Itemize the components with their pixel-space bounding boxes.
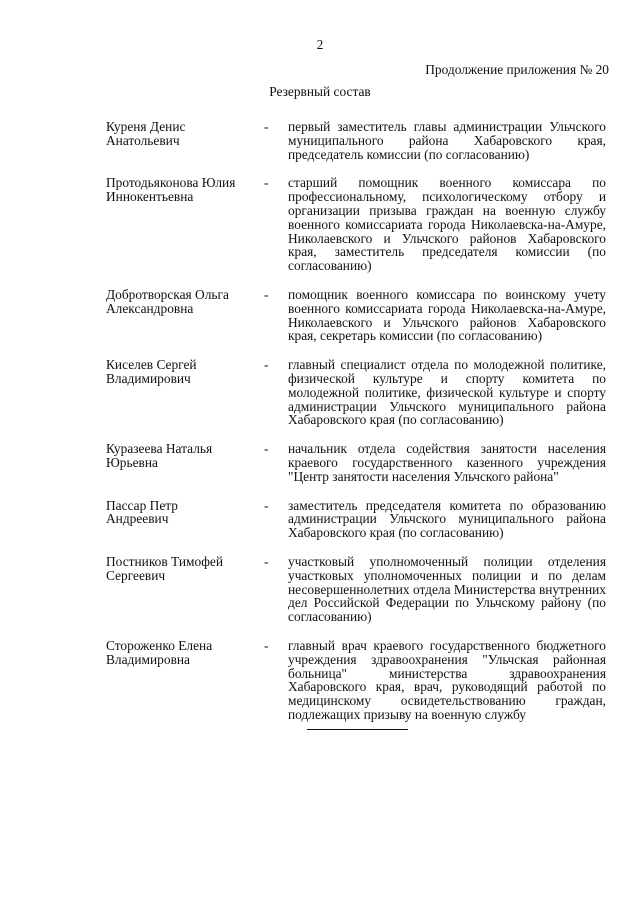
member-entry <box>106 176 606 273</box>
member-role: старший помощник военного комиссара по профессиональному, психологическому отбору и организации призыва граждан на военную службу военного комиссариата города Николаевска-на-Амуре, Николаевского и Ульчского районов Хабаровского края, заместитель председателя комиссии (по согласованию) <box>288 175 606 274</box>
member-entry <box>106 639 606 722</box>
member-name: Постников Тимофей Сергеевич <box>106 553 223 583</box>
member-name: Киселев Сергей Владимирович <box>106 357 197 386</box>
page-number: 2 <box>316 37 324 52</box>
member-dash: - <box>264 637 269 653</box>
member-role: помощник военного комиссара по воинскому учету военного комиссариата города Николаевска-на-Амуре, Николаевского и Ульчского районов Хабаровского края, секретарь комиссии (по согласованию) <box>288 286 606 344</box>
member-dash: - <box>264 497 269 513</box>
members-list <box>106 120 606 737</box>
member-name: Протодьяконова Юлия Иннокентьевна <box>106 175 236 205</box>
member-entry <box>106 288 606 343</box>
member-dash: - <box>264 286 269 302</box>
section-title: Резервный состав <box>269 84 371 99</box>
member-name: Добротворская Ольга Александровна <box>106 286 229 316</box>
member-entry <box>106 120 606 161</box>
member-role: первый заместитель главы администрации Ульчского муниципального района Хабаровского края, председатель комиссии (по согласованию) <box>288 119 606 162</box>
member-role: главный специалист отдела по молодежной политике, физической культуре и спорту комитета по молодежной политике, физической культуре и спорту администрации Ульчского муниципального района Хабаровского края (по согласованию) <box>288 357 606 428</box>
member-entry <box>106 358 606 427</box>
member-role: начальник отдела содействия занятости населения краевого государственного казенного учреждения "Центр занятости населения Ульчского района" <box>288 441 606 484</box>
member-name: Куразеева Наталья Юрьевна <box>106 441 213 470</box>
member-entry <box>106 442 606 483</box>
member-name: Куреня Денис Анатольевич <box>106 119 186 148</box>
member-role: заместитель председателя комитета по образованию администрации Ульчского муниципального района Хабаровского края (по согласованию) <box>288 497 606 541</box>
member-dash: - <box>264 553 269 569</box>
member-dash: - <box>264 175 269 191</box>
member-role: участковый уполномоченный полиции отделения участковых уполномоченных полиции и по делам несовершеннолетних отдела Министерства внутренних дел Российской Федерации по Ульчскому району (по согласованию) <box>288 553 606 625</box>
member-entry <box>106 555 606 624</box>
member-role: главный врач краевого государственного бюджетного учреждения здравоохранения "Ульчская районная больница" министерства здравоохранения Хабаровского края, врач, руководящий работой по медицинскому освидетельствованию граждан, подлежащих призыву на военную службу <box>288 637 606 722</box>
member-name: Стороженко Елена Владимировна <box>106 637 213 667</box>
appendix-continuation-note: Продолжение приложения № 20 <box>425 62 609 77</box>
member-entry <box>106 499 606 540</box>
closing-divider <box>307 729 408 730</box>
member-dash: - <box>264 119 269 134</box>
member-dash: - <box>264 441 269 457</box>
member-name: Пассар Петр Андреевич <box>106 497 178 527</box>
member-dash: - <box>264 357 269 373</box>
